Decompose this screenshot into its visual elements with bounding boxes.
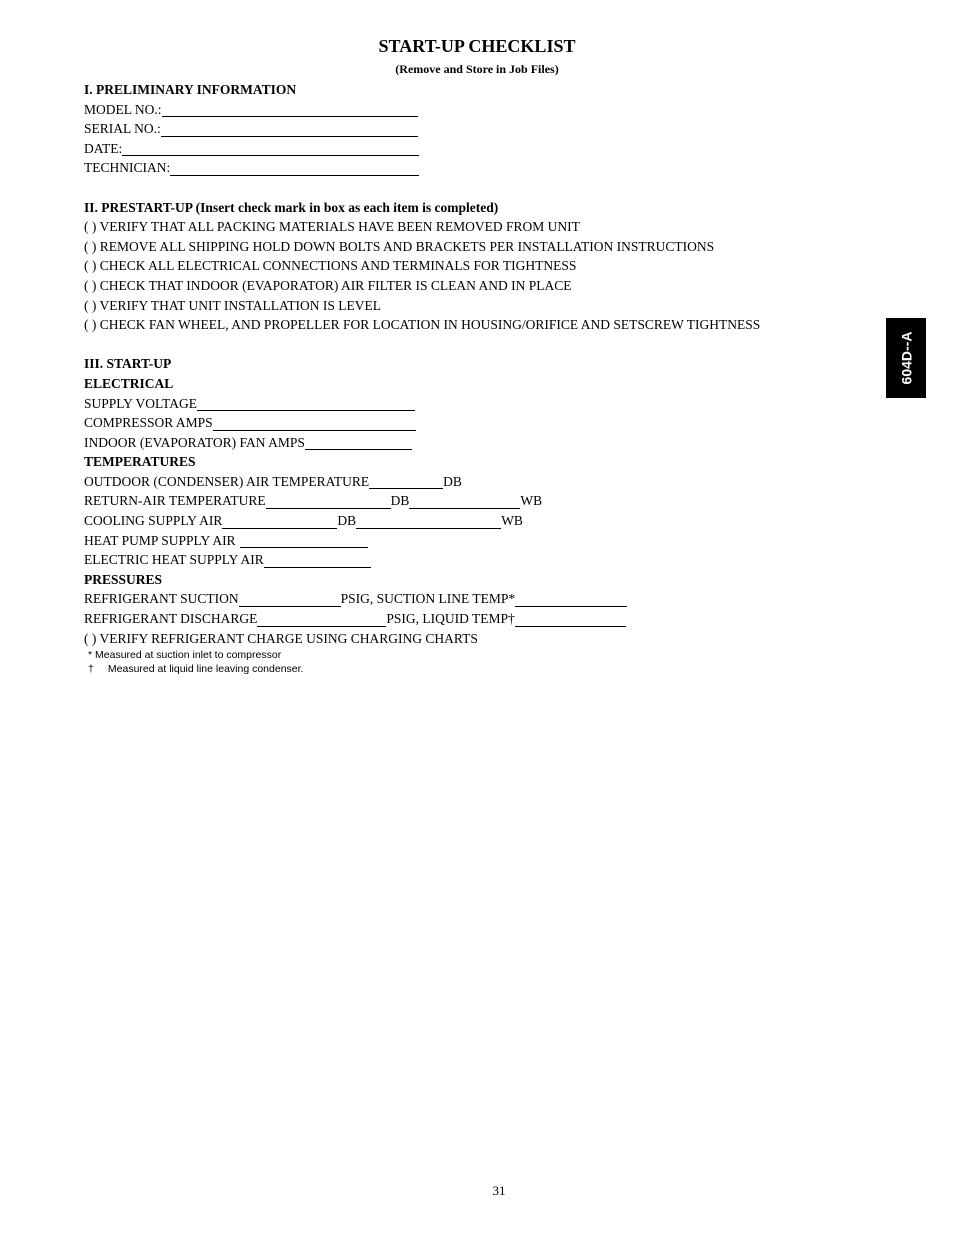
prestart-item[interactable]: ( ) REMOVE ALL SHIPPING HOLD DOWN BOLTS AND BRACKETS PER INSTALLATION INSTRUCTIONS <box>84 238 715 254</box>
compressor-amps-field[interactable] <box>213 416 416 431</box>
page-subtitle: (Remove and Store in Job Files) <box>395 62 559 76</box>
return-air-label: RETURN-AIR TEMPERATURE <box>84 493 266 509</box>
cooling-supply-db-field[interactable] <box>222 514 337 529</box>
return-air-wb-field[interactable] <box>409 494 520 509</box>
discharge-pressure-field[interactable] <box>257 612 386 627</box>
footnote-suction <box>84 648 874 662</box>
return-air-db-unit: DB <box>390 493 410 509</box>
startup-heading: III. START-UP <box>84 356 172 372</box>
liquid-temp-field[interactable] <box>515 612 626 627</box>
footnote-liquid-text: Measured at liquid line leaving condenser. <box>107 663 304 676</box>
return-air-wb-unit: WB <box>520 493 543 509</box>
return-air-row <box>84 491 874 511</box>
cooling-supply-wb-field[interactable] <box>356 514 501 529</box>
serial-field[interactable] <box>161 122 418 137</box>
prestart-item[interactable]: ( ) CHECK ALL ELECTRICAL CONNECTIONS AND TERMINALS FOR TIGHTNESS <box>84 258 577 274</box>
electrical-heading: ELECTRICAL <box>84 375 174 391</box>
cooling-supply-wb-unit: WB <box>501 513 523 529</box>
discharge-row <box>84 609 874 629</box>
date-row <box>84 139 874 159</box>
verify-charge-item[interactable]: ( ) VERIFY REFRIGERANT CHARGE USING CHARGING CHARTS <box>84 630 478 646</box>
suction-label: REFRIGERANT SUCTION <box>84 591 239 607</box>
footnote-liquid-symbol: † <box>88 663 94 676</box>
footnote-suction-text: Measured at suction inlet to compressor <box>95 649 282 662</box>
indoor-fan-amps-row <box>84 433 874 453</box>
suction-unit: PSIG, SUCTION LINE TEMP* <box>340 591 516 607</box>
electric-heat-supply-row <box>84 550 874 570</box>
model-field[interactable] <box>162 102 418 117</box>
serial-label: SERIAL NO.: <box>84 121 161 137</box>
compressor-amps-label: COMPRESSOR AMPS <box>84 415 213 431</box>
discharge-unit: PSIG, LIQUID TEMP† <box>386 611 515 627</box>
prestart-item[interactable]: ( ) VERIFY THAT ALL PACKING MATERIALS HAVE BEEN REMOVED FROM UNIT <box>84 219 580 235</box>
footnote-suction-symbol: * <box>88 649 93 662</box>
date-field[interactable] <box>122 141 419 156</box>
indoor-fan-amps-field[interactable] <box>305 435 412 450</box>
discharge-label: REFRIGERANT DISCHARGE <box>84 611 258 627</box>
cooling-supply-label: COOLING SUPPLY AIR <box>84 513 223 529</box>
prestart-item[interactable]: ( ) VERIFY THAT UNIT INSTALLATION IS LEVEL <box>84 297 382 313</box>
technician-label: TECHNICIAN: <box>84 160 171 176</box>
checklist-content <box>84 80 874 676</box>
supply-voltage-label: SUPPLY VOLTAGE <box>84 395 197 411</box>
preliminary-heading: I. PRELIMINARY INFORMATION <box>84 82 297 97</box>
cooling-supply-row <box>84 511 874 531</box>
outdoor-air-db-field[interactable] <box>369 474 443 489</box>
suction-pressure-field[interactable] <box>239 592 341 607</box>
technician-row <box>84 158 874 178</box>
prestart-heading: II. PRESTART-UP (Insert check mark in box as each item is completed) <box>84 199 499 215</box>
heat-pump-supply-field[interactable] <box>240 533 368 548</box>
pressures-heading: PRESSURES <box>84 571 163 587</box>
prestart-item[interactable]: ( ) CHECK FAN WHEEL, AND PROPELLER FOR LOCATION IN HOUSING/ORIFICE AND SETSCREW TIGHTNESS <box>84 317 761 333</box>
side-tab <box>886 318 926 398</box>
technician-field[interactable] <box>170 161 419 176</box>
heat-pump-supply-label: HEAT PUMP SUPPLY AIR <box>84 532 236 548</box>
model-label: MODEL NO.: <box>84 101 162 117</box>
date-label: DATE: <box>84 140 123 156</box>
outdoor-air-db-unit: DB <box>443 473 462 489</box>
cooling-supply-db-unit: DB <box>337 513 357 529</box>
side-tab-label: 604D--A <box>898 331 914 385</box>
compressor-amps-row <box>84 413 874 433</box>
temperatures-heading: TEMPERATURES <box>84 454 196 470</box>
model-row <box>84 100 874 120</box>
electric-heat-supply-label: ELECTRIC HEAT SUPPLY AIR <box>84 552 264 568</box>
outdoor-air-row <box>84 472 874 492</box>
page-title: START-UP CHECKLIST <box>378 36 576 56</box>
footnote-liquid <box>84 662 874 676</box>
indoor-fan-amps-label: INDOOR (EVAPORATOR) FAN AMPS <box>84 434 305 450</box>
supply-voltage-row <box>84 394 874 414</box>
electric-heat-supply-field[interactable] <box>264 553 371 568</box>
heat-pump-supply-row <box>84 531 874 551</box>
prestart-item[interactable]: ( ) CHECK THAT INDOOR (EVAPORATOR) AIR FILTER IS CLEAN AND IN PLACE <box>84 277 572 293</box>
suction-row <box>84 589 874 609</box>
outdoor-air-label: OUTDOOR (CONDENSER) AIR TEMPERATURE <box>84 473 370 489</box>
supply-voltage-field[interactable] <box>197 396 415 411</box>
suction-temp-field[interactable] <box>515 592 627 607</box>
serial-row <box>84 119 874 139</box>
return-air-db-field[interactable] <box>266 494 391 509</box>
page-number: 31 <box>492 1183 506 1198</box>
